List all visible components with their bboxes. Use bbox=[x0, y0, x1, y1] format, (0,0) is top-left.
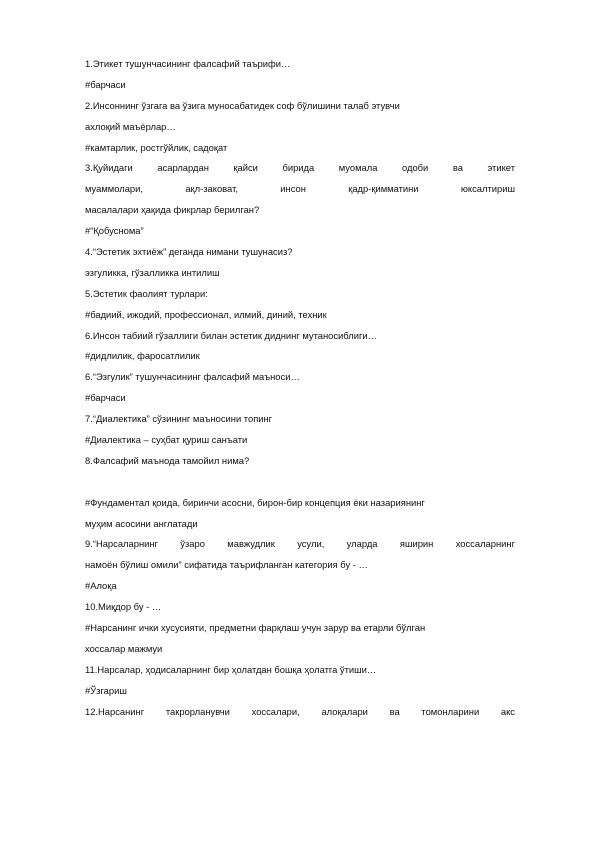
text-line: 2.Инсоннинг ўзгага ва ўзига муносабатидек соф бўлишини талаб этувчи bbox=[85, 99, 400, 111]
text-line: хоссалар мажмуи bbox=[85, 642, 163, 654]
text-line: 12.Нарсанинг такрорланувчи хоссалари, алоқалари ва томонларини акс bbox=[85, 705, 515, 717]
text-line: 1.Этикет тушунчасининг фалсафий таърифи… bbox=[85, 58, 291, 69]
text-line: #барчаси bbox=[85, 78, 126, 90]
text-line: муҳим асосини англатади bbox=[85, 517, 198, 529]
document-text bbox=[85, 54, 515, 723]
text-line: ахлоқий маъёрлар… bbox=[85, 120, 176, 132]
text-line: #“Қобуснома” bbox=[85, 225, 144, 237]
text-line: 10.Миқдор бу - … bbox=[85, 601, 162, 613]
text-line: 8.Фалсафий маънода тамойил нима? bbox=[85, 454, 250, 466]
text-line: 6.Инсон табиий гўзаллиги билан эстетик диднинг мутаносиблиги… bbox=[85, 329, 377, 341]
text-line: #дидлилик, фаросатлилик bbox=[85, 350, 200, 362]
text-line: 6.“Эзгулик” тушунчасининг фалсафий маъноси… bbox=[85, 371, 300, 383]
text-line: 4.“Эстетик эхтиёж” деганда нимани тушунасиз? bbox=[85, 246, 293, 258]
text-line: 9.“Нарсаларнинг ўзаро мавжудлик усули, уларда яширин хоссаларнинг bbox=[85, 538, 515, 550]
blank-line bbox=[85, 472, 515, 493]
text-line: намоён бўлиш омили” сифатида таърифланган категория бу - … bbox=[85, 559, 368, 571]
text-line: #Ўзгариш bbox=[85, 684, 127, 696]
text-line: масалалари ҳақида фикрлар берилган? bbox=[85, 204, 260, 216]
text-line: #Алоқа bbox=[85, 580, 117, 592]
text-line: #Нарсанинг ички хусусияти, предметни фарқлаш учун зарур ва етарли бўлган bbox=[85, 622, 426, 634]
text-line: 11.Нарсалар, ҳодисаларнинг бир ҳолатдан бошқа ҳолатга ўтиши… bbox=[85, 663, 377, 675]
text-line: #Фундаментал қоида, биринчи асосни, бирон-бир концепция ёки назариянинг bbox=[85, 496, 425, 508]
text-line: #барчаси bbox=[85, 392, 126, 404]
text-line: #камтарлик, ростгўйлик, садоқат bbox=[85, 141, 228, 153]
text-line: муаммолари, ақл-заковат, инсон қадр-қимматини юксалтириш bbox=[85, 183, 515, 195]
text-line: #бадиий, ижодий, профессионал, илмий, диний, техник bbox=[85, 308, 327, 320]
text-line: 3.Қуйидаги асарлардан қайси бирида муомала одоби ва этикет bbox=[85, 162, 515, 174]
text-line: эзгуликка, гўзалликка интилиш bbox=[85, 266, 220, 278]
text-line: #Диалектика – суҳбат қуриш санъати bbox=[85, 434, 248, 446]
text-line: 5.Эстетик фаолият турлари: bbox=[85, 287, 208, 299]
text-line: 7.“Диалектика” сўзининг маъносини топинг bbox=[85, 413, 273, 425]
